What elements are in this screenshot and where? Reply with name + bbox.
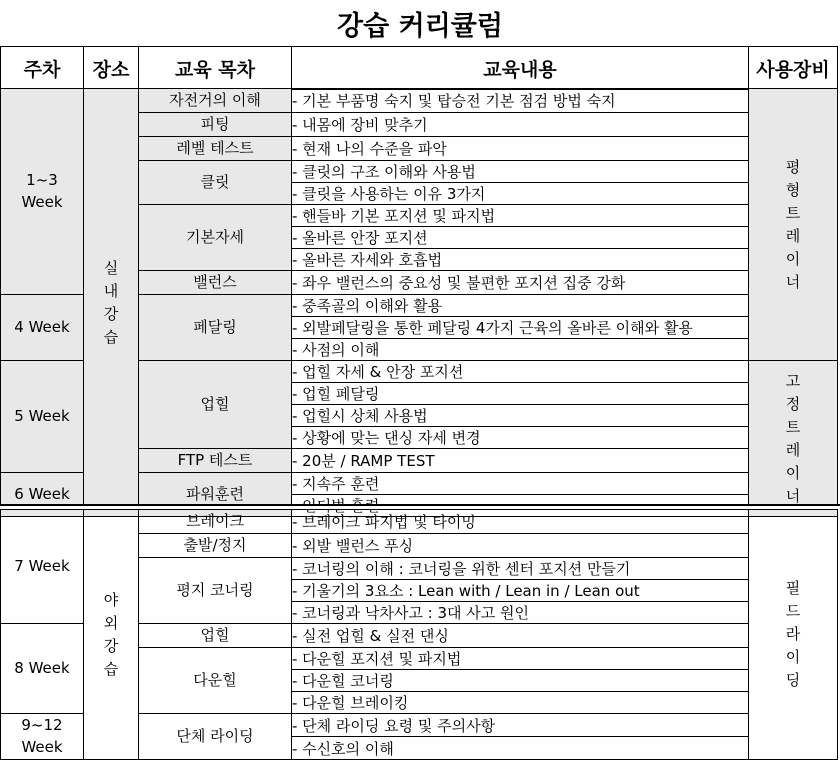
content-row: - 올바른 자세와 호흡법 bbox=[292, 249, 749, 271]
topic-cell: 브레이크 bbox=[139, 510, 292, 534]
content-row: - 코너링과 낙차사고 : 3대 사고 원인 bbox=[292, 602, 749, 624]
content-row: - 지속주 훈련 bbox=[292, 473, 749, 495]
content-row: - 외발 밸런스 푸싱 bbox=[292, 534, 749, 558]
week-label: 1~3 Week bbox=[21, 171, 63, 211]
content-row: - 사점의 이해 bbox=[292, 339, 749, 361]
content-row: - 20분 / RAMP TEST bbox=[292, 449, 749, 473]
content-row: - 내몸에 장비 맞추기 bbox=[292, 113, 749, 137]
content-row: - 올바른 안장 포지션 bbox=[292, 227, 749, 249]
topic-cell: FTP 테스트 bbox=[139, 449, 292, 473]
topic-cell: 단체 라이딩 bbox=[139, 714, 292, 760]
content-row: - 현재 나의 수준을 파악 bbox=[292, 137, 749, 161]
content-row: - 다운힐 브레이킹 bbox=[292, 692, 749, 714]
equipment-cell bbox=[749, 510, 838, 760]
curriculum-header bbox=[0, 46, 838, 90]
content-row: - 외발페달링을 통한 페달링 4가지 근육의 올바른 이해와 활용 bbox=[292, 317, 749, 339]
content-row: - 클릿의 구조 이해와 사용법 bbox=[292, 161, 749, 183]
topic-cell: 페달링 bbox=[139, 295, 292, 361]
content-row: - 실전 업힐 & 실전 댄싱 bbox=[292, 624, 749, 648]
topic-cell: 레벨 테스트 bbox=[139, 137, 292, 161]
header-week: 주차 bbox=[1, 47, 84, 90]
outdoor-table bbox=[0, 509, 838, 760]
week-label: 9~12 Week bbox=[21, 716, 63, 756]
content-row: - 상황에 맞는 댄싱 자세 변경 bbox=[292, 427, 749, 449]
page-title: 강습 커리큘럼 bbox=[337, 10, 503, 42]
equipment-cell bbox=[749, 89, 838, 361]
topic-cell: 피팅 bbox=[139, 113, 292, 137]
topic-cell: 파워훈련 bbox=[139, 473, 292, 517]
equipment-label: 고정트레이너 bbox=[785, 371, 801, 505]
topic-cell: 밸런스 bbox=[139, 271, 292, 295]
header-content: 교육내용 bbox=[292, 47, 749, 90]
content-row: - 코너링의 이해 : 코너링을 위한 센터 포지션 만들기 bbox=[292, 558, 749, 580]
week-cell: 6 Week bbox=[1, 473, 84, 517]
equipment-label: 평형트레이너 bbox=[785, 157, 801, 291]
content-row: - 클릿을 사용하는 이유 3가지 bbox=[292, 183, 749, 205]
topic-cell: 기본자세 bbox=[139, 205, 292, 271]
content-row: - 업힐시 상체 사용법 bbox=[292, 405, 749, 427]
content-row: - 단체 라이딩 요령 및 주의사항 bbox=[292, 714, 749, 737]
topic-cell: 업힐 bbox=[139, 361, 292, 449]
topic-cell: 업힐 bbox=[139, 624, 292, 648]
topic-cell: 다운힐 bbox=[139, 648, 292, 714]
content-row: - 핸들바 기본 포지션 및 파지법 bbox=[292, 205, 749, 227]
topic-cell: 평지 코너링 bbox=[139, 558, 292, 624]
content-row: - 좌우 밸런스의 중요성 및 불편한 포지션 집중 강화 bbox=[292, 271, 749, 295]
week-cell: 5 Week bbox=[1, 361, 84, 473]
content-row: - 기본 부품명 숙지 및 탑승전 기본 점검 방법 숙지 bbox=[292, 89, 749, 113]
week-cell bbox=[1, 714, 84, 760]
indoor-table bbox=[0, 88, 838, 517]
place-label: 실내강습 bbox=[103, 258, 119, 346]
header-place: 장소 bbox=[84, 47, 139, 90]
content-row: - 업힐 페달링 bbox=[292, 383, 749, 405]
place-cell bbox=[84, 510, 139, 760]
week-cell: 4 Week bbox=[1, 295, 84, 361]
content-row: - 브레이크 파지법 및 타이밍 bbox=[292, 510, 749, 534]
topic-cell: 출발/정지 bbox=[139, 534, 292, 558]
topic-cell: 클릿 bbox=[139, 161, 292, 205]
week-cell: 7 Week bbox=[1, 510, 84, 624]
content-row: - 기울기의 3요소 : Lean with / Lean in / Lean out bbox=[292, 580, 749, 602]
content-row: - 업힐 자세 & 안장 포지션 bbox=[292, 361, 749, 383]
place-cell bbox=[84, 89, 139, 517]
header-equipment: 사용장비 bbox=[749, 47, 838, 90]
equipment-label: 필드라이딩 bbox=[785, 579, 801, 689]
week-cell: 8 Week bbox=[1, 624, 84, 714]
content-row: - 다운힐 포지션 및 파지법 bbox=[292, 648, 749, 670]
header-topic: 교육 목차 bbox=[139, 47, 292, 90]
topic-cell: 자전거의 이해 bbox=[139, 89, 292, 113]
place-label: 야외강습 bbox=[103, 590, 119, 678]
content-row: - 중족골의 이해와 활용 bbox=[292, 295, 749, 317]
equipment-cell bbox=[749, 361, 838, 517]
content-row: - 수신호의 이해 bbox=[292, 737, 749, 760]
content-row: - 다운힐 코너링 bbox=[292, 670, 749, 692]
week-cell bbox=[1, 89, 84, 295]
